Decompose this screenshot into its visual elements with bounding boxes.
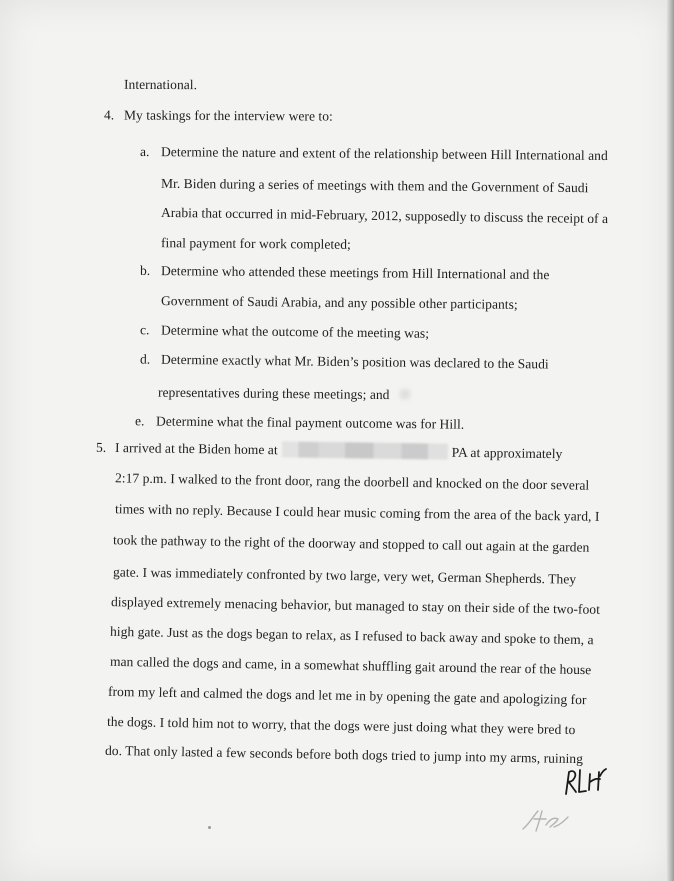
text-line xyxy=(115,470,590,493)
text-line xyxy=(158,385,410,404)
item-letter: d. xyxy=(139,351,151,367)
item-number: 5. xyxy=(95,439,107,455)
line-text: from my left and calmed the dogs and let me in by opening the gate and apologizing for xyxy=(107,683,587,708)
text-line xyxy=(110,654,592,678)
line-text: My taskings for the interview were to: xyxy=(123,107,333,124)
handwritten-initials xyxy=(562,766,608,798)
line-text: Determine exactly what Mr. Biden’s position was declared to the Saudi xyxy=(160,351,549,372)
line-text: Arabia that occurred in mid-February, 2012, supposedly to discuss the receipt of a xyxy=(160,204,609,227)
text-line xyxy=(113,564,576,587)
line-text: I arrived at the Biden home at xyxy=(114,440,278,458)
line-text: 2:17 p.m. I walked to the front door, rang the doorbell and knocked on the door several xyxy=(114,470,590,493)
line-text: Determine what the final payment outcome was for Hill. xyxy=(155,413,465,432)
line-text: high gate. Just as the dogs began to relax, as I refused to back away and spoke to them, a xyxy=(109,623,594,648)
line-text: took the pathway to the right of the doorway and stopped to call out again at the garden xyxy=(112,532,590,555)
list-item-4 xyxy=(104,107,333,124)
line-text: Determine what the outcome of the meeting was; xyxy=(160,322,430,341)
text-line xyxy=(124,77,197,93)
line-text: times with no reply. Because I could hear music coming from the area of the back yard, I xyxy=(114,501,600,524)
line-text: Mr. Biden during a series of meetings with them and the Government of Saudi xyxy=(160,175,589,196)
page-edge xyxy=(666,0,674,881)
speck xyxy=(208,826,211,829)
line-text: final payment for work completed; xyxy=(160,235,351,252)
redacted-address xyxy=(282,441,448,459)
item-letter: b. xyxy=(139,262,151,278)
text-line xyxy=(161,205,608,227)
line-text: gate. I was immediately confronted by two large, very wet, German Shepherds. They xyxy=(112,564,577,587)
line-text: Determine who attended these meetings from Hill International and the xyxy=(160,263,550,283)
line-text: PA at approximately xyxy=(451,444,563,462)
redaction-smudge xyxy=(399,389,409,399)
list-item-e xyxy=(135,413,464,432)
line-text: International. xyxy=(123,76,198,93)
list-item-d xyxy=(140,352,549,373)
line-text: do. That only lasted a few seconds before both dogs tried to jump into my arms, ruining xyxy=(104,742,584,767)
text-line xyxy=(161,293,518,313)
line-text: the dogs. I told him not to worry, that the dogs were just doing what they were bred to xyxy=(106,713,576,738)
text-line xyxy=(105,743,583,767)
line-text: representatives during these meetings; and xyxy=(157,384,390,403)
text-line xyxy=(115,501,600,525)
text-line xyxy=(107,714,576,738)
list-item-a xyxy=(140,144,608,164)
line-text: man called the dogs and came, in a somewhat shuffling gait around the rear of the house xyxy=(109,653,592,678)
text-line xyxy=(113,532,590,555)
list-item-5 xyxy=(96,439,563,463)
list-item-c xyxy=(140,322,429,342)
line-text: Determine the nature and extent of the relationship between Hill International and xyxy=(160,144,608,164)
text-line xyxy=(108,684,587,708)
text-line xyxy=(161,235,351,253)
line-text: Government of Saudi Arabia, and any possible other participants; xyxy=(160,293,518,312)
list-item-b xyxy=(140,263,550,283)
item-letter: e. xyxy=(134,413,145,429)
line-text: displayed extremely menacing behavior, but managed to stay on their side of the two-foot xyxy=(110,594,601,617)
text-line xyxy=(161,176,589,196)
text-line xyxy=(110,624,594,648)
item-letter: a. xyxy=(139,143,150,160)
item-letter: c. xyxy=(139,322,150,338)
text-line xyxy=(111,594,600,618)
faint-initials-mark xyxy=(520,805,572,835)
item-number: 4. xyxy=(103,107,115,123)
